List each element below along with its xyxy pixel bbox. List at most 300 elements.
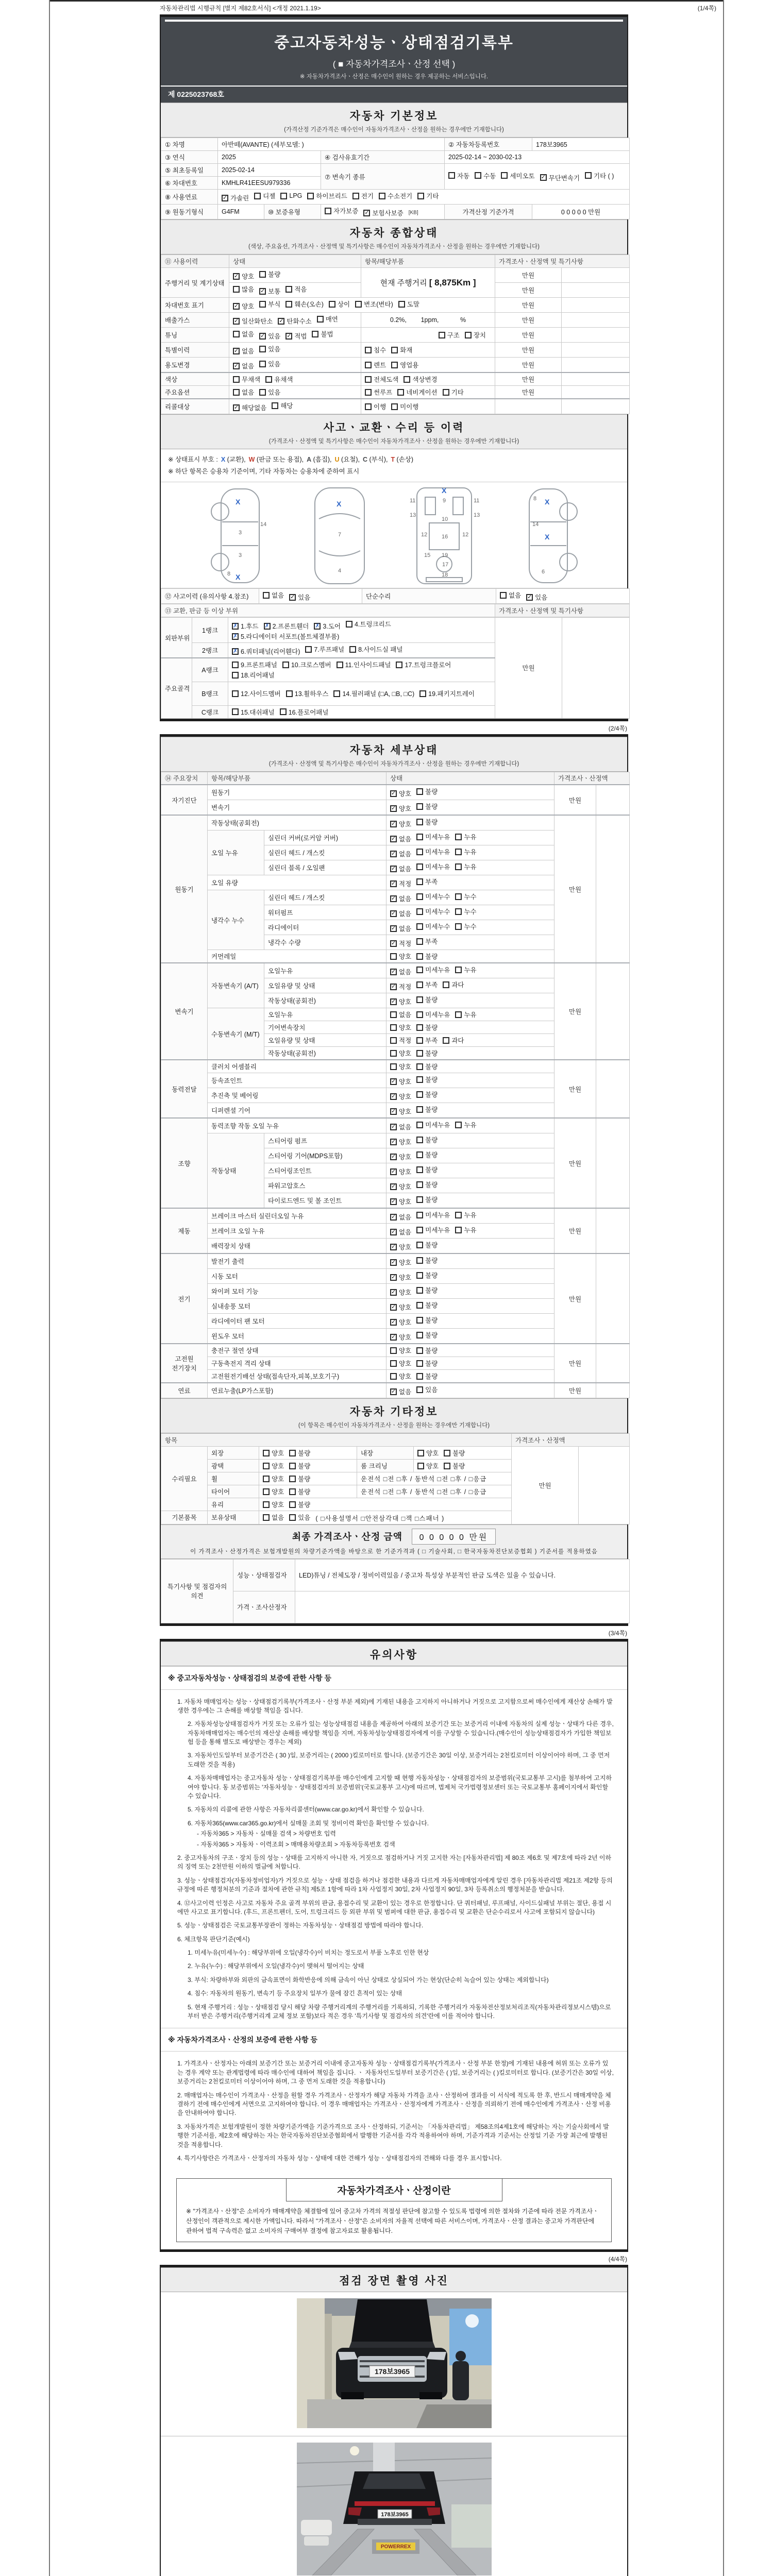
checkbox-group (386, 920, 554, 935)
checkbox-group (259, 1485, 357, 1498)
remarks-cell (596, 963, 630, 1060)
part-label: 스티어링 펌프 (264, 1133, 386, 1148)
checkbox-부식[interactable]: 부식 (259, 299, 280, 309)
checkbox-양호[interactable]: 양호 (263, 1461, 284, 1470)
checkbox-해당[interactable]: 해당 (272, 401, 293, 410)
checkbox-양호[interactable]: ✓ 양호 (391, 1078, 412, 1086)
checkbox-전기[interactable]: 전기 (352, 191, 374, 200)
checkbox-불량[interactable]: 불량 (289, 1487, 310, 1496)
checkbox-양호[interactable]: ✓ 양호 (391, 1303, 412, 1311)
checkbox-없음[interactable]: ✓ 없음 (391, 968, 412, 976)
checkbox-기타[interactable]: 기타 (417, 191, 439, 200)
col-header: ⑪ 사용이력 (161, 255, 229, 268)
checkbox-양호[interactable]: ✓ 양호 (391, 820, 412, 828)
checkbox-있음[interactable]: ✓ 있음 (290, 594, 311, 601)
mark-u: U (334, 456, 340, 463)
checkbox-양호[interactable]: 양호 (417, 1461, 439, 1470)
checkbox-양호[interactable]: 양호 (263, 1474, 284, 1483)
page2-block (160, 734, 628, 1626)
remarks-cell (596, 1060, 630, 1118)
detail-header (161, 737, 627, 772)
checkbox-적음[interactable]: 적음 (285, 284, 307, 294)
checkbox-17.트렁크플로어[interactable]: 17.트렁크플로어 (396, 660, 451, 669)
checkbox-양호[interactable]: ✓ 양호 (391, 1153, 412, 1161)
checkbox-구조[interactable]: 구조 (439, 330, 460, 340)
checkbox-양호[interactable]: 양호 (263, 1448, 284, 1458)
svg-text:12: 12 (421, 531, 427, 538)
checkbox-적정[interactable]: ✓ 적정 (391, 940, 412, 947)
checkbox-불량[interactable]: 불량 (416, 1285, 438, 1295)
checkbox-group (386, 890, 554, 905)
checkbox-없음[interactable]: 없음 (263, 590, 284, 600)
inspector-label: 성능ㆍ상태점검자 (233, 1559, 295, 1591)
checkbox-상이[interactable]: 상이 (329, 299, 350, 309)
checkbox-불량[interactable]: 불량 (289, 1448, 310, 1458)
checkbox-불량[interactable]: 불량 (416, 1023, 438, 1032)
part-label: 실린더 블록 / 오일팬 (264, 860, 386, 875)
row-label: 용도변경 (161, 358, 229, 373)
checkbox-미이행[interactable]: 미이행 (391, 402, 418, 411)
checkbox-group (229, 283, 361, 298)
car-top-view (300, 485, 378, 587)
checkbox-적법[interactable]: ✓ 적법 (287, 332, 307, 340)
note-item: 6. 체크항목 판단기준(예시) (177, 1935, 250, 1943)
checkbox-침수[interactable]: 침수 (365, 345, 386, 354)
checkbox-부족[interactable]: 부족 (416, 877, 438, 886)
checkbox-양호[interactable]: 양호 (263, 1500, 284, 1509)
checkbox-group (386, 1088, 554, 1103)
checkbox-불량[interactable]: 불량 (416, 1256, 438, 1265)
inspection-photo-rear (161, 2436, 627, 2576)
checkbox-누유[interactable]: 누유 (455, 1225, 476, 1234)
checkbox-양호[interactable]: ✓ 양호 (391, 998, 412, 1006)
checkbox-3.도어[interactable]: ✗ 3.도어 (315, 622, 341, 630)
checkbox-불량[interactable]: 불량 (416, 1371, 438, 1381)
section-note: (가격산정 기준가격은 매수인이 자동차가격조사ㆍ산정을 원하는 경우에만 기재합니다) (284, 127, 504, 133)
checkbox-렌트[interactable]: 렌트 (365, 360, 386, 369)
checkbox-양호[interactable]: ✓ 양호 (391, 1108, 412, 1115)
price-cell: 만원 (554, 1383, 596, 1398)
remarks-cell (562, 283, 630, 298)
checkbox-불량[interactable]: 불량 (416, 1105, 438, 1114)
notes-subheading-1: ※ 중고자동차성능ㆍ상태점검의 보증에 관한 사항 등 (161, 1666, 627, 1690)
checkbox-없음[interactable]: ✓ 없음 (391, 835, 412, 843)
checkbox-불량[interactable]: 불량 (416, 1346, 438, 1355)
checkbox-누수[interactable]: 누수 (455, 922, 476, 931)
checkbox-없음[interactable]: ✓ 없음 (391, 925, 412, 933)
photo-front-illustration (297, 2298, 492, 2428)
checkbox-적정[interactable]: 적정 (390, 1036, 411, 1045)
checkbox-15.대쉬패널[interactable]: 15.대쉬패널 (232, 707, 275, 717)
checkbox-색상변경[interactable]: 색상변경 (404, 375, 437, 384)
checkbox-양호[interactable]: ✓ 양호 (391, 1168, 412, 1176)
checkbox-수동[interactable]: 수동 (475, 171, 496, 180)
checkbox-자가보증[interactable]: 자가보증 (325, 206, 358, 215)
exchange-header-row (161, 604, 630, 617)
checkbox-세미오토[interactable]: 세미오토 (501, 171, 534, 180)
checkbox-적정[interactable]: ✓ 적정 (391, 983, 412, 991)
rank-label: C랭크 (192, 705, 228, 718)
checkbox-양호[interactable]: ✓ 양호 (391, 1183, 412, 1191)
col-header: 항목/해당부품 (208, 772, 386, 785)
checkbox-미세누유[interactable]: 미세누유 (416, 1225, 450, 1234)
checkbox-양호[interactable]: ✓ 양호 (391, 1318, 412, 1326)
checkbox-있음[interactable]: 있음 (259, 359, 280, 368)
checkbox-LPG[interactable]: LPG (280, 192, 302, 199)
checkbox-group (361, 358, 495, 373)
mark-c: C (362, 456, 368, 463)
checkbox-13.휠하우스[interactable]: 13.휠하우스 (286, 689, 329, 698)
checkbox-미세누수[interactable]: 미세누수 (416, 922, 450, 931)
checkbox-16.플로어패널[interactable]: 16.플로어패널 (280, 707, 329, 717)
checkbox-하이브리드[interactable]: 하이브리드 (307, 191, 347, 200)
checkbox-장치[interactable]: 장치 (465, 330, 486, 340)
checkbox-누유[interactable]: 누유 (455, 847, 476, 856)
checkbox-변조(변타)[interactable]: 변조(변타) (355, 299, 393, 309)
checkbox-불량[interactable]: 불량 (416, 817, 438, 826)
price-cell: 만원 (554, 963, 596, 1060)
remarks-cell (596, 1383, 630, 1398)
remarks-cell (562, 372, 630, 386)
checkbox-없음[interactable]: ✓ 없음 (391, 910, 412, 918)
checkbox-불량[interactable]: 불량 (416, 1195, 438, 1204)
checkbox-부족[interactable]: 부족 (416, 1036, 438, 1045)
checkbox-11.인사이드패널[interactable]: 11.인사이드패널 (337, 660, 391, 669)
final-price-label: 최종 가격조사ㆍ산정 금액 (292, 1531, 402, 1542)
other-info-header (161, 1398, 627, 1433)
checkbox-불량[interactable]: 불량 (416, 1300, 438, 1310)
checkbox-있음[interactable]: 있음 (259, 344, 280, 353)
checkbox-양호[interactable]: ✓ 양호 (391, 1274, 412, 1281)
note-item: 5. 성능ㆍ상태점검은 국토교통부장관이 정하는 자동차성능ㆍ상태점검 방법에 따라야 합니다. (177, 1922, 424, 1929)
checkbox-없음[interactable]: ✓ 없음 (234, 362, 255, 370)
checkbox-불량[interactable]: 불량 (416, 1075, 438, 1084)
checkbox-양호[interactable]: 양호 (390, 952, 411, 961)
checkbox-10.크로스멤버[interactable]: 10.크로스멤버 (282, 660, 331, 669)
checkbox-양호[interactable]: ✓ 양호 (391, 1289, 412, 1296)
checkbox-불량[interactable]: 불량 (416, 1165, 438, 1174)
checkbox-불량[interactable]: 불량 (289, 1474, 310, 1483)
checkbox-양호[interactable]: 양호 (390, 1062, 411, 1071)
part-label: 고전원전기배선 상태(접속단자,피복,보호기구) (208, 1370, 386, 1383)
page-number-3: (3/4쪽) (608, 1629, 627, 1637)
checkbox-없음[interactable]: ✓ 없음 (391, 1123, 412, 1131)
remarks-cell (596, 1344, 630, 1383)
checkbox-매연[interactable]: 매연 (317, 314, 338, 324)
device-group: 자기진단 (161, 785, 208, 815)
note-subitem: 5. 현재 주행거리 : 성능ㆍ상태점검 당시 해당 차량 주행거리계의 주행거리를 기록하되, 기록한 주행거리가 자동차전산정보처리조직(자동차관리정보시스템)으로부터 받은 주행거리(주행거리계 교체 정보 포함)보다 적은 경우 '특기사항 및 점검자의 의견'란에 이를 적어야 합니다. (188, 2003, 611, 2020)
checkbox-불량[interactable]: 불량 (416, 952, 438, 961)
svg-text:11: 11 (409, 497, 415, 504)
checkbox-미세누유[interactable]: 미세누유 (416, 862, 450, 871)
checkbox-1.후드[interactable]: ✗ 1.후드 (233, 622, 259, 630)
checkbox-없음[interactable]: ✓ 없음 (391, 865, 412, 873)
checkbox-불량[interactable]: 불량 (416, 1048, 438, 1058)
checkbox-불량[interactable]: 불량 (416, 1315, 438, 1325)
checkbox-7.루프패널[interactable]: 7.루프패널 (305, 645, 344, 654)
part-label: 실린더 커버(로커암 커버) (264, 831, 386, 845)
price-cell: 만원 (495, 358, 562, 373)
checkbox-해당없음[interactable]: ✓ 해당없음 (234, 404, 267, 412)
checkbox-group (386, 1178, 554, 1193)
checkbox-6.쿼터패널(리어휀다)[interactable]: ✗ 6.쿼터패널(리어휀다) (233, 648, 300, 655)
checkbox-4.트렁크리드[interactable]: 4.트렁크리드 (346, 619, 391, 629)
part-label: 라디에이터 팬 모터 (208, 1314, 386, 1329)
checkbox-양호[interactable]: ✓ 양호 (391, 1093, 412, 1100)
checkbox-누유[interactable]: 누유 (455, 862, 476, 871)
checkbox-group (386, 963, 554, 978)
checkbox-불량[interactable]: 불량 (416, 1150, 438, 1159)
checkbox-누유[interactable]: 누유 (455, 1010, 476, 1019)
checkbox-양호[interactable]: 양호 (390, 1346, 411, 1355)
price-cell: 만원 (495, 328, 562, 343)
device-group: 조향 (161, 1118, 208, 1208)
part-label: 윈도우 모터 (208, 1329, 386, 1344)
part-label: 발전기 출력 (208, 1253, 386, 1269)
part-label: 광택 (208, 1460, 259, 1472)
checkbox-많음[interactable]: 많음 (233, 284, 254, 294)
checkbox-도말[interactable]: 도말 (398, 299, 419, 309)
checkbox-8.사이드실 패널[interactable]: 8.사이드실 패널 (349, 645, 402, 654)
checkbox-group (229, 268, 361, 283)
checkbox-양호[interactable]: 양호 (390, 1359, 411, 1368)
checkbox-5.라디에이터 서포트(볼트체결부품)[interactable]: ✗ 5.라디에이터 서포트(볼트체결부품) (233, 633, 340, 640)
section-title: 자동차 기타정보 (349, 1406, 439, 1418)
svg-text:X: X (235, 497, 240, 506)
checkbox-누유[interactable]: 누유 (455, 965, 476, 974)
checkbox-양호[interactable]: ✓ 양호 (234, 273, 255, 280)
plate-number-value: 178보3965 (532, 138, 630, 151)
checkbox-2.프론트휀더[interactable]: ✗ 2.프론트휀더 (264, 622, 309, 630)
car-side-view-left (199, 485, 278, 587)
checkbox-양호[interactable]: 양호 (390, 1371, 411, 1381)
checkbox-group (229, 358, 361, 373)
row-label: 배출가스 (161, 313, 229, 328)
checkbox-19.패키지트레이[interactable]: 19.패키지트레이 (419, 689, 475, 698)
rank-label: 1랭크 (192, 618, 228, 643)
checkbox-유채색[interactable]: 유채색 (265, 375, 293, 384)
device-group: 연료 (161, 1383, 208, 1398)
checkbox-양호[interactable]: 양호 (390, 1023, 411, 1032)
checkbox-자동[interactable]: 자동 (448, 171, 469, 180)
checkbox-불량[interactable]: 불량 (416, 995, 438, 1004)
checkbox-있음[interactable]: 있음 (289, 1513, 310, 1522)
checkbox-12.사이드멤버[interactable]: 12.사이드멤버 (232, 689, 281, 698)
inspector-opinion-text: LED)튜닝 / 전체도장 / 정비이력있음 / 중고차 특성상 부분적인 판금 도색은 있을 수 있습니다. (295, 1559, 630, 1591)
checkbox-양호[interactable]: 양호 (263, 1487, 284, 1496)
part-label: 배력장치 상태 (208, 1239, 386, 1254)
price-cell: 만원 (495, 283, 562, 298)
checkbox-적정[interactable]: ✓ 적정 (391, 880, 412, 888)
page-number-4: (4/4쪽) (608, 2256, 627, 2263)
checkbox-양호[interactable]: ✓ 양호 (391, 805, 412, 812)
remarks-cell (562, 328, 630, 343)
part-label: 오일 유량 (208, 875, 386, 890)
part-label: 휠 (208, 1472, 259, 1485)
svg-text:178보3965: 178보3965 (374, 2367, 410, 2376)
checkbox-양호[interactable]: ✓ 양호 (391, 1198, 412, 1206)
checkbox-디젤[interactable]: 디젤 (254, 191, 275, 200)
checkbox-탄화수소[interactable]: ✓ 탄화수소 (279, 317, 312, 325)
checkbox-불량[interactable]: 불량 (416, 1062, 438, 1071)
checkbox-보험사보증[interactable]: ✓ 보험사보증 (364, 209, 404, 217)
checkbox-불량[interactable]: 불량 (444, 1448, 465, 1458)
checkbox-없음[interactable]: ✓ 없음 (391, 1213, 412, 1221)
checkbox-없음[interactable]: 없음 (390, 1010, 411, 1019)
checkbox-있음[interactable]: 있음 (416, 1385, 438, 1394)
checkbox-부족[interactable]: 부족 (416, 980, 438, 989)
checkbox-불량[interactable]: 불량 (416, 1090, 438, 1099)
rank-label: 2랭크 (192, 643, 228, 658)
col-header: 항목/해당부품 (361, 255, 495, 268)
checkbox-영업용[interactable]: 영업용 (391, 360, 418, 369)
checkbox-훼손(오손)[interactable]: 훼손(오손) (285, 299, 324, 309)
checkbox-전체도색[interactable]: 전체도색 (365, 375, 398, 384)
remarks-cell (562, 386, 630, 399)
checkbox-group (386, 1208, 554, 1224)
checkbox-group (228, 643, 495, 658)
svg-text:14: 14 (532, 521, 539, 528)
checkbox-group (414, 1447, 512, 1460)
checkbox-미세누유[interactable]: 미세누유 (416, 1010, 450, 1019)
checkbox-양호[interactable]: 양호 (417, 1448, 439, 1458)
checkbox-불량[interactable]: 불량 (416, 1330, 438, 1340)
checkbox-미세누유[interactable]: 미세누유 (416, 1210, 450, 1219)
accident-flag-row (161, 588, 630, 604)
checkbox-보통[interactable]: ✓ 보통 (260, 287, 281, 295)
final-price-value: 0 0 0 0 0 만원 (412, 1529, 496, 1545)
note-item: 3. 성능ㆍ상태점검자(자동차정비업자)가 거짓으로 성능ㆍ상태 점검을 하거나 점검한 내용과 다르게 자동차매매업자에게 알린 경우 [자동차관리법 제21조 제2항 등의 규정에 따른 행정처분의 기준과 절차에 관한 규칙] 제5조 1항에 따라 1차 사업정지 30일, 2차 사업정지 90일, 3차 등록취소의 행정처분을 받습니다. (177, 1876, 613, 1893)
checkbox-네비게이션[interactable]: 네비게이션 (397, 387, 437, 397)
checkbox-수소전기[interactable]: 수소전기 (379, 191, 412, 200)
checkbox-없음[interactable]: ✓ 없음 (234, 347, 255, 355)
notes-header (161, 1641, 627, 1666)
checkbox-없음[interactable]: ✓ 없음 (391, 895, 412, 903)
checkbox-없음[interactable]: ✓ 없음 (391, 850, 412, 858)
row-label: 단순수리 (362, 589, 496, 604)
checkbox-무단변속기[interactable]: ✓ 무단변속기 (541, 174, 580, 182)
checkbox-없음[interactable]: 없음 (233, 329, 254, 338)
checkbox-미세누유[interactable]: 미세누유 (416, 832, 450, 841)
checkbox-무채색[interactable]: 무채색 (233, 375, 260, 384)
checkbox-불량[interactable]: 불량 (416, 1240, 438, 1249)
row-label: 색상 (161, 372, 229, 386)
checkbox-기타[interactable]: 기타 (443, 387, 464, 397)
section-title: 자동차 세부상태 (349, 744, 439, 756)
checkbox-불량[interactable]: 불량 (416, 1180, 438, 1189)
checkbox-누수[interactable]: 누수 (455, 907, 476, 916)
checkbox-양호[interactable]: 양호 (390, 1048, 411, 1058)
checkbox-부족[interactable]: 부족 (416, 937, 438, 946)
checkbox-누유[interactable]: 누유 (455, 1120, 476, 1129)
checkbox-group (386, 1103, 554, 1118)
mark-t: T (391, 456, 395, 463)
checkbox-group (386, 1224, 554, 1239)
inspector-opinion-table (161, 1559, 630, 1623)
checkbox-썬루프[interactable]: 썬루프 (365, 387, 392, 397)
remarks-cell (596, 1118, 630, 1208)
field-label: ② 자동차등록번호 (445, 138, 532, 151)
device-group: 원동기 (161, 815, 208, 963)
checkbox-불량[interactable]: 불량 (289, 1500, 310, 1509)
current-mileage: 현재 주행거리 [ 8,875Km ] (361, 268, 495, 298)
checkbox-없음[interactable]: 없음 (263, 1513, 284, 1522)
checkbox-있음[interactable]: ✓ 있음 (260, 332, 281, 340)
checkbox-없음[interactable]: 없음 (500, 590, 521, 600)
warranty-provider: [KB] (408, 210, 418, 216)
checkbox-미세누유[interactable]: 미세누유 (416, 965, 450, 974)
checkbox-있음[interactable]: ✓ 있음 (527, 594, 548, 601)
accident-history-header (161, 414, 627, 449)
warranty-checkbox-group (321, 205, 445, 219)
checkbox-14.필러패널 (□A, □B, □C)[interactable]: 14.필러패널 (□A, □B, □C) (333, 689, 414, 698)
checkbox-불량[interactable]: 불량 (416, 1135, 438, 1144)
checkbox-미세누유[interactable]: 미세누유 (416, 1120, 450, 1129)
checkbox-group (386, 875, 554, 890)
section-note: (가격조사ㆍ산정액 및 특기사항은 매수인이 자동차가격조사ㆍ산정을 원하는 경우에만 기재합니다) (268, 760, 519, 767)
checkbox-미세누수[interactable]: 미세누수 (416, 892, 450, 901)
mark-w: W (248, 456, 255, 463)
checkbox-누유[interactable]: 누유 (455, 1210, 476, 1219)
checkbox-없음[interactable]: ✓ 없음 (391, 1228, 412, 1236)
part-label: 원동기 (208, 785, 386, 800)
checkbox-미세누유[interactable]: 미세누유 (416, 847, 450, 856)
checkbox-양호[interactable]: ✓ 양호 (391, 1138, 412, 1146)
checkbox-있음[interactable]: 있음 (259, 387, 280, 397)
checkbox-화재[interactable]: 화재 (391, 345, 412, 354)
part-label: 변속기 (208, 800, 386, 816)
note-item: 5. 자동차의 리콜에 관한 사항은 자동차리콜센터(www.car.go.kr)에서 확인할 수 있습니다. (188, 1806, 424, 1814)
checkbox-불량[interactable]: 불량 (416, 1359, 438, 1368)
checkbox-양호[interactable]: ✓ 양호 (391, 1259, 412, 1266)
checkbox-기타 ( )[interactable]: 기타 ( ) (585, 171, 614, 180)
opinion-group-label: 특기사항 및 점검자의 의견 (161, 1559, 233, 1623)
part-label: 스티어링조인트 (264, 1163, 386, 1178)
checkbox-양호[interactable]: ✓ 양호 (391, 790, 412, 798)
checkbox-양호[interactable]: ✓ 양호 (234, 302, 255, 310)
checkbox-불법[interactable]: 불법 (312, 329, 333, 338)
col-header: 가격조사ㆍ산정액 및 특기사항 (495, 255, 630, 268)
final-price-note: 이 가격조사ㆍ산정가격은 보험개발원의 차량기준가액을 바탕으로 한 기준가격과 ( □ 기술사회, □ 한국자동차진단보증협회 ) 기준서를 적용하였음 (190, 1548, 598, 1555)
checkbox-가솔린[interactable]: ✓ 가솔린 (223, 194, 249, 202)
checkbox-양호[interactable]: ✓ 양호 (391, 1243, 412, 1251)
car-damage-diagrams (161, 482, 627, 588)
detail-table (161, 772, 630, 1399)
checkbox-불량[interactable]: 불량 (416, 1270, 438, 1280)
checkbox-불량[interactable]: 불량 (289, 1461, 310, 1470)
checkbox-미세누수[interactable]: 미세누수 (416, 907, 450, 916)
col-header: 가격조사ㆍ산정액 (554, 772, 630, 785)
checkbox-18.리어패널[interactable]: 18.리어패널 (232, 670, 275, 680)
checkbox-양호[interactable]: ✓ 양호 (391, 1333, 412, 1341)
checkbox-이행[interactable]: 이행 (365, 402, 386, 411)
checkbox-과다[interactable]: 과다 (443, 980, 464, 989)
remarks-cell (562, 298, 630, 313)
checkbox-불량[interactable]: 불량 (416, 802, 438, 811)
checkbox-누수[interactable]: 누수 (455, 892, 476, 901)
checkbox-과다[interactable]: 과다 (443, 1036, 464, 1045)
checkbox-불량[interactable]: 불량 (444, 1461, 465, 1470)
checkbox-없음[interactable]: 없음 (233, 387, 254, 397)
checkbox-누유[interactable]: 누유 (455, 832, 476, 841)
car-underbody-view (400, 485, 488, 587)
checkbox-group (259, 1447, 357, 1460)
checkbox-일산화탄소[interactable]: ✓ 일산화탄소 (234, 317, 273, 325)
checkbox-불량[interactable]: 불량 (259, 269, 280, 279)
checkbox-불량[interactable]: 불량 (416, 787, 438, 796)
checkbox-9.프론트패널[interactable]: 9.프론트패널 (232, 660, 277, 669)
checkbox-없음[interactable]: ✓ 없음 (391, 1388, 412, 1396)
